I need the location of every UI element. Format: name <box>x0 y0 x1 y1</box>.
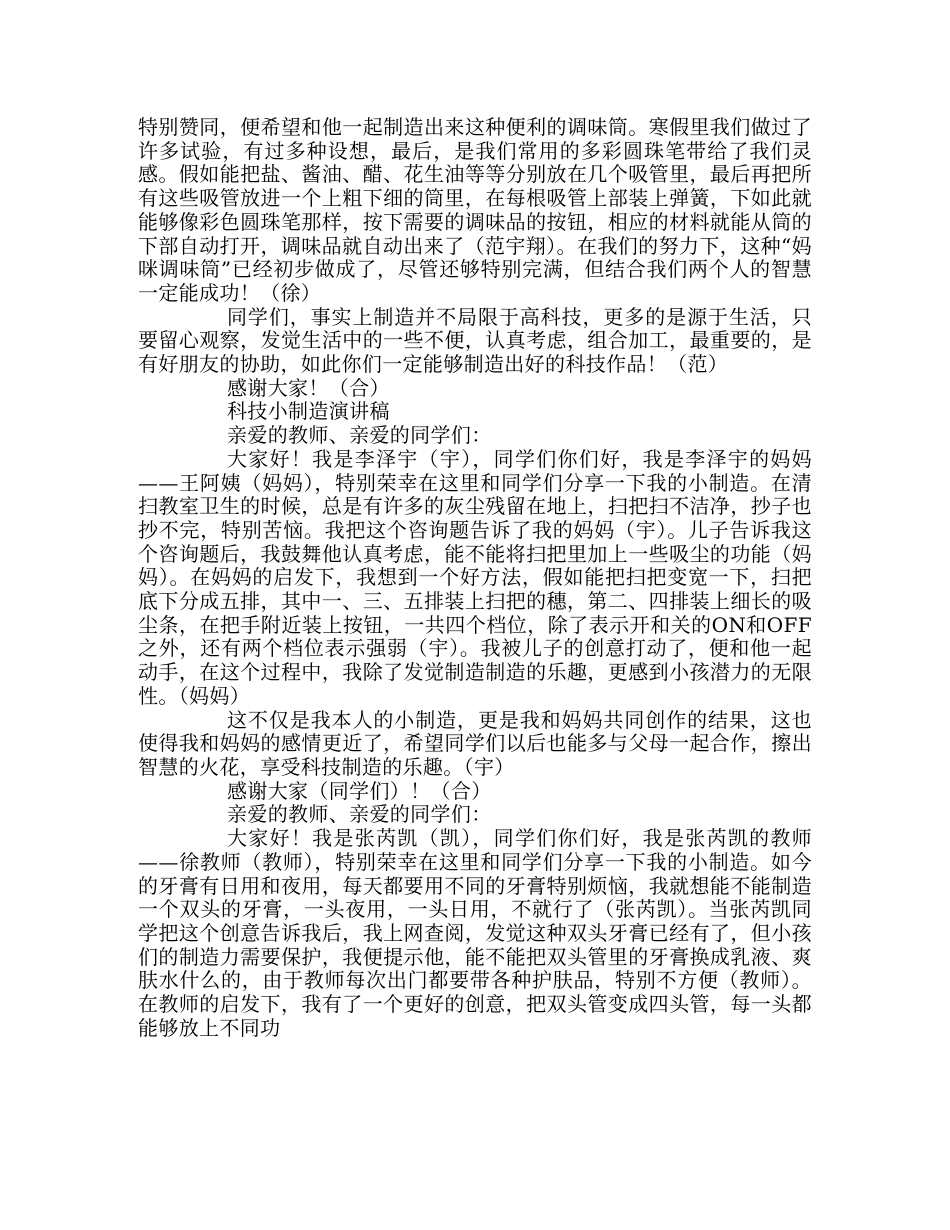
document-page <box>138 116 812 1040</box>
paragraph: 感谢大家！（合） <box>227 375 390 400</box>
paragraph: 大家好！我是李泽宇（宇），同学们你们好，我是李泽宇的妈妈——王阿姨（妈妈），特别荣幸在这里和同学们分享一下我的小制造。在清扫教室卫生的时候，总是有许多的灰尘残留在地上，扫把扫不洁净，抄子也抄不完，特别苦恼。我把这个咨询题告诉了我的妈妈（宇）。儿子告诉我这个咨询题后，我鼓舞他认真考虑，能不能将扫把里加上一些吸尘的功能（妈妈）。在妈妈的启发下，我想到一个好方法，假如能把扫把变宽一下，扫把底下分成五排，其中一、三、五排装上扫把的穗，第二、四排装上细长的吸尘条，在把手附近装上按钮，一共四个档位，除了表示开和关的ON和OFF之外，还有两个档位表示强弱（宇）。我被儿子的创意打动了，便和他一起动手，在这个过程中，我除了发觉制造制造的乐趣，更感到小孩潜力的无限性。（妈妈） <box>138 446 812 708</box>
paragraph: 特别赞同，便希望和他一起制造出来这种便利的调味筒。寒假里我们做过了许多试验，有过多种设想，最后，是我们常用的多彩圆珠笔带给了我们灵感。假如能把盐、酱油、醋、花生油等等分别放在几个吸管里，最后再把所有这些吸管放进一个上粗下细的筒里，在每根吸管上部装上弹簧，下如此就能够像彩色圆珠笔那样，按下需要的调味品的按钮，相应的材料就能从筒的下部自动打开，调味品就自动出来了（范宇翔）。在我们的努力下，这种“妈咪调味筒”已经初步做成了，尽管还够特别完满，但结合我们两个人的智慧一定能成功！（徐） <box>138 115 812 305</box>
speech-title: 科技小制造演讲稿 <box>227 399 390 424</box>
salutation: 亲爱的教师、亲爱的同学们： <box>227 802 492 827</box>
paragraph: 感谢大家（同学们）！（合） <box>227 778 492 803</box>
paragraph: 同学们，事实上制造并不局限于高科技，更多的是源于生活，只要留心观察，发觉生活中的一些不便，认真考虑，组合加工，最重要的，是有好朋友的协助，如此你们一定能够制造出好的科技作品！（范） <box>138 304 812 377</box>
salutation: 亲爱的教师、亲爱的同学们： <box>227 423 492 448</box>
paragraph: 大家好！我是张芮凯（凯），同学们你们好，我是张芮凯的教师——徐教师（教师），特别荣幸在这里和同学们分享一下我的小制造。如今的牙膏有日用和夜用，每天都要用不同的牙膏特别烦恼，我就想能不能制造一个双头的牙膏，一头夜用，一头日用，不就行了（张芮凯）。当张芮凯同学把这个创意告诉我后，我上网查阅，发觉这种双头牙膏已经有了，但小孩们的制造力需要保护，我便提示他，能不能把双头管里的牙膏换成乳液、爽肤水什么的，由于教师每次出门都要带各种护肤品，特别不方便（教师）。在教师的启发下，我有了一个更好的创意，把双头管变成四头管，每一头都能够放上不同功 <box>138 826 812 1040</box>
paragraph: 这不仅是我本人的小制造，更是我和妈妈共同创作的结果，这也使得我和妈妈的感情更近了，希望同学们以后也能多与父母一起合作，擦出智慧的火花，享受科技制造的乐趣。（宇） <box>138 707 812 779</box>
